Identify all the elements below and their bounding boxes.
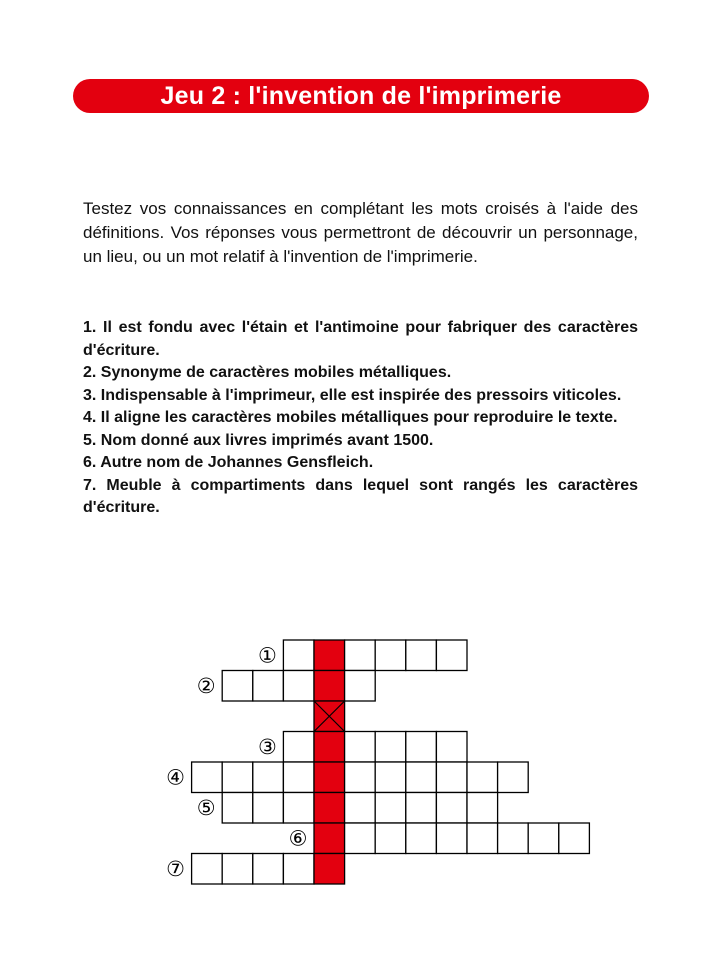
clue-6: 6. Autre nom de Johannes Gensfleich.: [83, 454, 374, 471]
clue-3: 3. Indispensable à l'imprimeur, elle est inspirée des pressoirs viticoles.: [83, 386, 622, 404]
crossword-cell[interactable]: [375, 732, 406, 763]
crossword-cell[interactable]: [436, 823, 467, 854]
crossword-key-cell[interactable]: [314, 854, 345, 885]
crossword-cell[interactable]: [222, 762, 253, 793]
crossword-key-cell[interactable]: [314, 732, 345, 763]
crossword-cell[interactable]: [436, 640, 467, 671]
crossword-number-7: ⑦: [166, 856, 186, 881]
crossword-cell[interactable]: [467, 762, 498, 793]
crossword-cell[interactable]: [467, 823, 498, 854]
crossword-cell[interactable]: [406, 762, 437, 793]
crossword-cell[interactable]: [283, 793, 314, 824]
crossword-cell[interactable]: [345, 671, 376, 702]
crossword-cell[interactable]: [406, 823, 437, 854]
crossword-cell[interactable]: [345, 640, 376, 671]
crossword-cell[interactable]: [375, 640, 406, 671]
crossword-number-4: ④: [166, 765, 186, 790]
crossword-cell[interactable]: [498, 762, 529, 793]
crossword-cell[interactable]: [436, 762, 467, 793]
crossword-number-3: ③: [257, 734, 277, 759]
crossword-cell[interactable]: [436, 793, 467, 824]
clue-1: 1. Il est fondu avec l'étain et l'antimoine pour fabriquer des caractères d'écriture.: [83, 319, 638, 359]
clue-4: 4. Il aligne les caractères mobiles métalliques pour reproduire le texte.: [83, 409, 618, 426]
crossword-number-6: ⑥: [288, 826, 308, 851]
crossword-cell[interactable]: [467, 793, 498, 824]
crossword-cell[interactable]: [192, 762, 223, 793]
crossword-cell[interactable]: [253, 854, 284, 885]
crossword-number-5: ⑤: [196, 795, 216, 820]
crossword-cell[interactable]: [406, 640, 437, 671]
crossword-cell[interactable]: [345, 762, 376, 793]
crossword-key-cell[interactable]: [314, 640, 345, 671]
crossword-cell[interactable]: [436, 732, 467, 763]
crossword-cell[interactable]: [406, 732, 437, 763]
crossword-cell[interactable]: [222, 854, 253, 885]
crossword-cell[interactable]: [283, 640, 314, 671]
crossword-cell[interactable]: [375, 793, 406, 824]
crossword-cell[interactable]: [253, 793, 284, 824]
crossword-cell[interactable]: [559, 823, 590, 854]
crossword-cell[interactable]: [345, 793, 376, 824]
crossword-cell[interactable]: [375, 762, 406, 793]
crossword-number-2: ②: [196, 673, 216, 698]
crossword-cell[interactable]: [283, 671, 314, 702]
crossword-cell[interactable]: [283, 762, 314, 793]
crossword-cell[interactable]: [498, 823, 529, 854]
crossword-key-cell[interactable]: [314, 762, 345, 793]
crossword-key-cell[interactable]: [314, 793, 345, 824]
clue-5: 5. Nom donné aux livres imprimés avant 1500.: [83, 431, 434, 449]
crossword-cell[interactable]: [345, 823, 376, 854]
crossword-cell[interactable]: [345, 732, 376, 763]
crossword-number-1: ①: [257, 643, 277, 668]
crossword-cell[interactable]: [253, 671, 284, 702]
clue-2: 2. Synonyme de caractères mobiles métalliques.: [83, 364, 452, 381]
crossword-cell[interactable]: [222, 671, 253, 702]
crossword-cell[interactable]: [222, 793, 253, 824]
crossword-key-cell[interactable]: [314, 823, 345, 854]
intro-paragraph: Testez vos connaissances en complétant les mots croisés à l'aide des définitions. Vos réponses vous permettront de découvrir un personnage, un lieu, ou un mot relatif à l'invention de l'imprimerie.: [83, 199, 638, 266]
clue-7: 7. Meuble à compartiments dans lequel sont rangés les caractères d'écriture.: [83, 476, 638, 516]
crossword-cell[interactable]: [283, 854, 314, 885]
page-title: Jeu 2 : l'invention de l'imprimerie: [160, 81, 562, 110]
crossword-key-cell[interactable]: [314, 671, 345, 702]
crossword-cell[interactable]: [528, 823, 559, 854]
crossword-cell[interactable]: [192, 854, 223, 885]
crossword-cell[interactable]: [253, 762, 284, 793]
crossword-cell[interactable]: [283, 732, 314, 763]
crossword-cell[interactable]: [406, 793, 437, 824]
crossword-cell[interactable]: [375, 823, 406, 854]
